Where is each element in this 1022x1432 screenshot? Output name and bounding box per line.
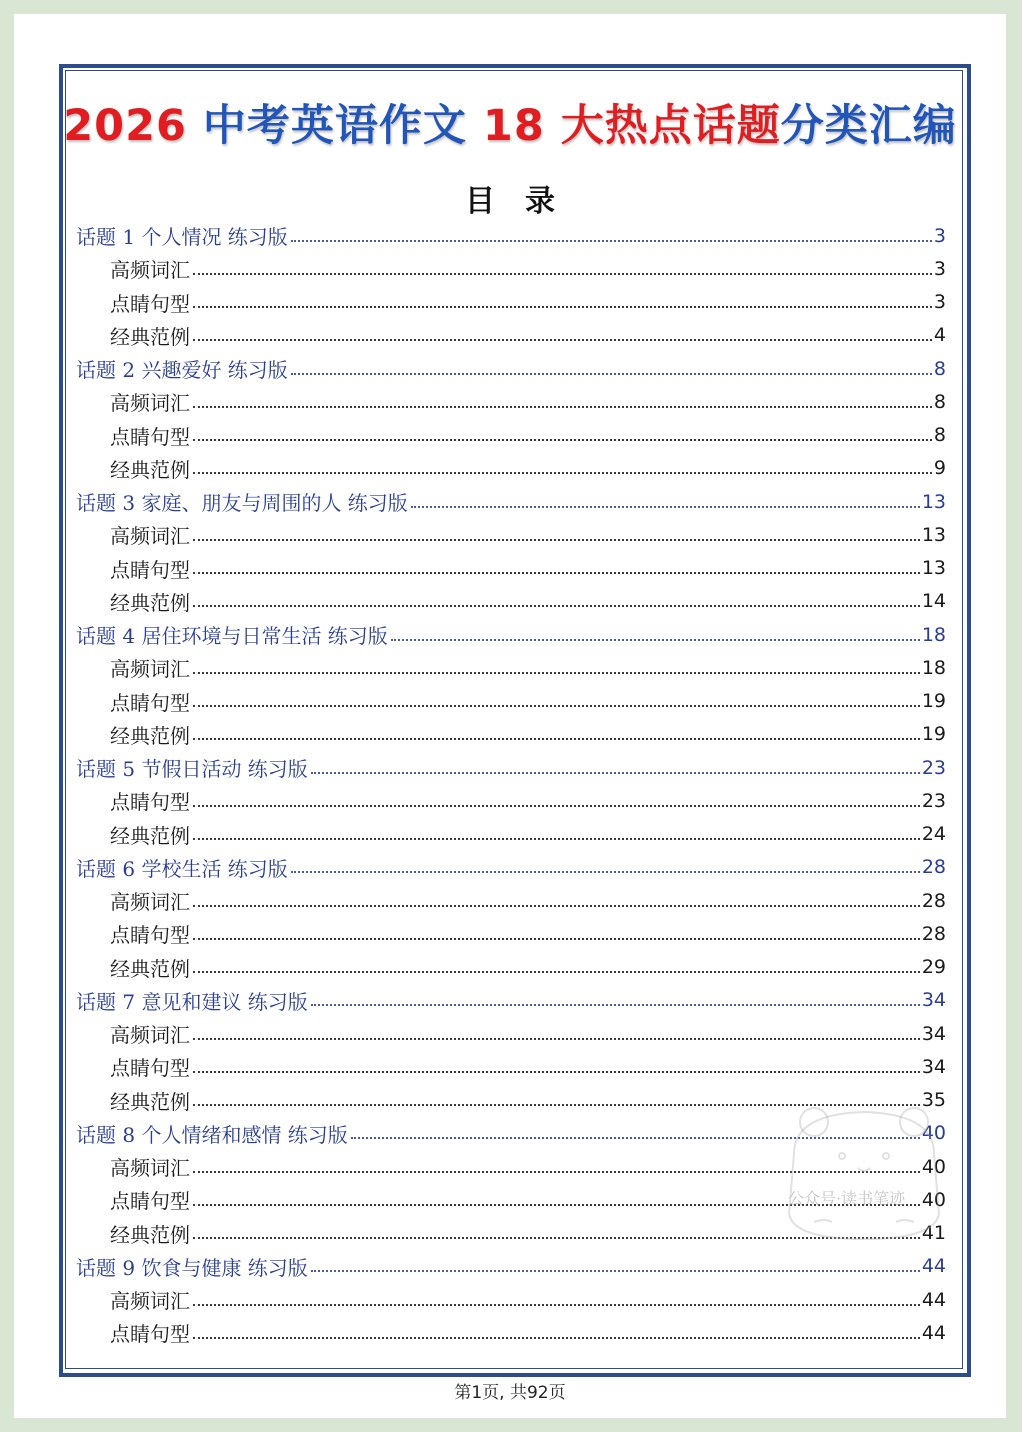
- toc-page-number: 44: [921, 1288, 946, 1311]
- toc-topic-entry[interactable]: [76, 485, 946, 518]
- toc-entry-label: 话题 3 家庭、朋友与周围的人 练习版: [76, 491, 408, 516]
- toc-subsection-entry[interactable]: [76, 685, 946, 718]
- toc-page-number: 40: [921, 1122, 946, 1145]
- toc-page-number: 18: [921, 656, 946, 679]
- toc-entry-label: 经典范例: [110, 723, 190, 748]
- toc-entry-label: 点睛句型: [110, 1189, 190, 1214]
- toc-page-number: 19: [921, 690, 946, 713]
- toc-entry-label: 话题 8 个人情绪和感情 练习版: [76, 1122, 348, 1147]
- toc-topic-entry[interactable]: [76, 352, 946, 385]
- toc-entry-label: 高频词汇: [110, 1023, 190, 1048]
- toc-entry-label: 话题 5 节假日活动 练习版: [76, 757, 308, 782]
- toc-page-number: 13: [921, 490, 946, 513]
- toc-entry-label: 高频词汇: [110, 391, 190, 416]
- toc-subsection-entry[interactable]: [76, 1316, 946, 1349]
- title-count: 18 大热点话题: [482, 101, 781, 151]
- toc-topic-entry[interactable]: [76, 618, 946, 651]
- dot-leader: [193, 1071, 920, 1073]
- toc-entry-label: 话题 1 个人情况 练习版: [76, 225, 288, 250]
- document-page: [14, 14, 1006, 1418]
- dot-leader: [311, 772, 920, 774]
- toc-entry-label: 话题 7 意见和建议 练习版: [76, 989, 308, 1014]
- toc-entry-label: 话题 4 居住环境与日常生活 练习版: [76, 624, 388, 649]
- toc-subsection-entry[interactable]: [76, 319, 946, 352]
- toc-entry-label: 高频词汇: [110, 890, 190, 915]
- toc-subsection-entry[interactable]: [76, 286, 946, 319]
- toc-entry-label: 点睛句型: [110, 1322, 190, 1347]
- toc-subsection-entry[interactable]: [76, 951, 946, 984]
- toc-topic-entry[interactable]: [76, 1250, 946, 1283]
- toc-entry-label: 经典范例: [110, 590, 190, 615]
- toc-entry-label: 点睛句型: [110, 923, 190, 948]
- toc-page-number: 28: [921, 922, 946, 945]
- toc-entry-label: 经典范例: [110, 324, 190, 349]
- toc-page-number: 44: [921, 1255, 946, 1278]
- toc-subsection-entry[interactable]: [76, 784, 946, 817]
- toc-entry-label: 点睛句型: [110, 557, 190, 582]
- toc-page-number: 23: [921, 756, 946, 779]
- toc-page-number: 3: [933, 291, 946, 314]
- toc-page-number: 14: [921, 590, 946, 613]
- toc-subsection-entry[interactable]: [76, 552, 946, 585]
- dot-leader: [193, 273, 932, 275]
- toc-page-number: 18: [921, 623, 946, 646]
- toc-page-number: 3: [933, 224, 946, 247]
- document-title: [14, 92, 1006, 153]
- dot-leader: [193, 539, 920, 541]
- dot-leader: [193, 971, 920, 973]
- dot-leader: [193, 905, 920, 907]
- toc-subsection-entry[interactable]: [76, 1050, 946, 1083]
- toc-subsection-entry[interactable]: [76, 818, 946, 851]
- dot-leader: [193, 605, 920, 607]
- watermark-text: 公众号·读书笔迹: [788, 1189, 906, 1208]
- toc-entry-label: 经典范例: [110, 823, 190, 848]
- toc-entry-label: 高频词汇: [110, 524, 190, 549]
- toc-entry-label: 高频词汇: [110, 1156, 190, 1181]
- toc-topic-entry[interactable]: [76, 984, 946, 1017]
- toc-page-number: 35: [921, 1089, 946, 1112]
- toc-page-number: 24: [921, 823, 946, 846]
- dot-leader: [311, 1270, 920, 1272]
- title-year: 2026: [63, 101, 203, 151]
- dot-leader: [193, 1337, 920, 1339]
- dot-leader: [193, 472, 932, 474]
- toc-page-number: 28: [921, 856, 946, 879]
- toc-subsection-entry[interactable]: [76, 1283, 946, 1316]
- toc-page-number: 29: [921, 956, 946, 979]
- dot-leader: [193, 705, 920, 707]
- toc-page-number: 23: [921, 789, 946, 812]
- dot-leader: [311, 1004, 920, 1006]
- toc-subsection-entry[interactable]: [76, 1017, 946, 1050]
- dot-leader: [193, 672, 920, 674]
- toc-topic-entry[interactable]: [76, 219, 946, 252]
- toc-subsection-entry[interactable]: [76, 585, 946, 618]
- toc-topic-entry[interactable]: [76, 751, 946, 784]
- toc-subsection-entry[interactable]: [76, 385, 946, 418]
- toc-entry-label: 经典范例: [110, 1222, 190, 1247]
- toc-entry-label: 经典范例: [110, 457, 190, 482]
- title-suffix: 分类汇编: [780, 101, 957, 151]
- dot-leader: [193, 406, 932, 408]
- toc-subsection-entry[interactable]: [76, 419, 946, 452]
- toc-entry-label: 高频词汇: [110, 258, 190, 283]
- toc-page-number: 3: [933, 257, 946, 280]
- toc-entry-label: 点睛句型: [110, 690, 190, 715]
- toc-page-number: 19: [921, 723, 946, 746]
- toc-page-number: 8: [933, 424, 946, 447]
- dot-leader: [193, 805, 920, 807]
- toc-entry-label: 经典范例: [110, 1089, 190, 1114]
- dot-leader: [193, 738, 920, 740]
- toc-subsection-entry[interactable]: [76, 718, 946, 751]
- dot-leader: [193, 339, 932, 341]
- dot-leader: [193, 306, 932, 308]
- toc-page-number: 34: [921, 989, 946, 1012]
- toc-entry-label: 高频词汇: [110, 657, 190, 682]
- toc-page-number: 13: [921, 557, 946, 580]
- toc-heading: 目录: [465, 184, 585, 219]
- toc-subsection-entry[interactable]: [76, 917, 946, 950]
- toc-entry-label: 点睛句型: [110, 1056, 190, 1081]
- dot-leader: [193, 439, 932, 441]
- dot-leader: [291, 240, 932, 242]
- toc-entry-label: 话题 2 兴趣爱好 练习版: [76, 358, 288, 383]
- toc-page-number: 40: [921, 1188, 946, 1211]
- dot-leader: [193, 938, 920, 940]
- toc-entry-label: 点睛句型: [110, 424, 190, 449]
- toc-page-number: 40: [921, 1155, 946, 1178]
- toc-entry-label: 点睛句型: [110, 291, 190, 316]
- toc-subsection-entry[interactable]: [76, 884, 946, 917]
- dot-leader: [193, 1304, 920, 1306]
- toc-page-number: 41: [921, 1222, 946, 1245]
- toc-entry-label: 经典范例: [110, 956, 190, 981]
- toc-entry-label: 高频词汇: [110, 1289, 190, 1314]
- toc-page-number: 13: [921, 523, 946, 546]
- dot-leader: [291, 871, 920, 873]
- toc-subsection-entry[interactable]: [76, 651, 946, 684]
- toc-page-number: 28: [921, 889, 946, 912]
- toc-topic-entry[interactable]: [76, 851, 946, 884]
- dot-leader: [291, 373, 932, 375]
- toc-entry-label: 话题 9 饮食与健康 练习版: [76, 1255, 308, 1280]
- toc-subsection-entry[interactable]: [76, 452, 946, 485]
- toc-entry-label: 话题 6 学校生活 练习版: [76, 856, 288, 881]
- toc-page-number: 44: [921, 1321, 946, 1344]
- toc-entry-label: 点睛句型: [110, 790, 190, 815]
- toc-page-number: 8: [933, 390, 946, 413]
- dot-leader: [193, 572, 920, 574]
- toc-page-number: 8: [933, 357, 946, 380]
- toc-subsection-entry[interactable]: [76, 518, 946, 551]
- page-footer: 第1页, 共92页: [454, 1383, 566, 1403]
- dot-leader: [391, 639, 920, 641]
- title-subject: 中考英语作文: [202, 101, 483, 151]
- dot-leader: [193, 838, 920, 840]
- bear-watermark-icon: [774, 1094, 954, 1244]
- toc-subsection-entry[interactable]: [76, 252, 946, 285]
- toc-page-number: 4: [933, 324, 946, 347]
- toc-page-number: 34: [921, 1055, 946, 1078]
- toc-page-number: 34: [921, 1022, 946, 1045]
- dot-leader: [411, 506, 920, 508]
- toc-page-number: 9: [933, 457, 946, 480]
- dot-leader: [193, 1038, 920, 1040]
